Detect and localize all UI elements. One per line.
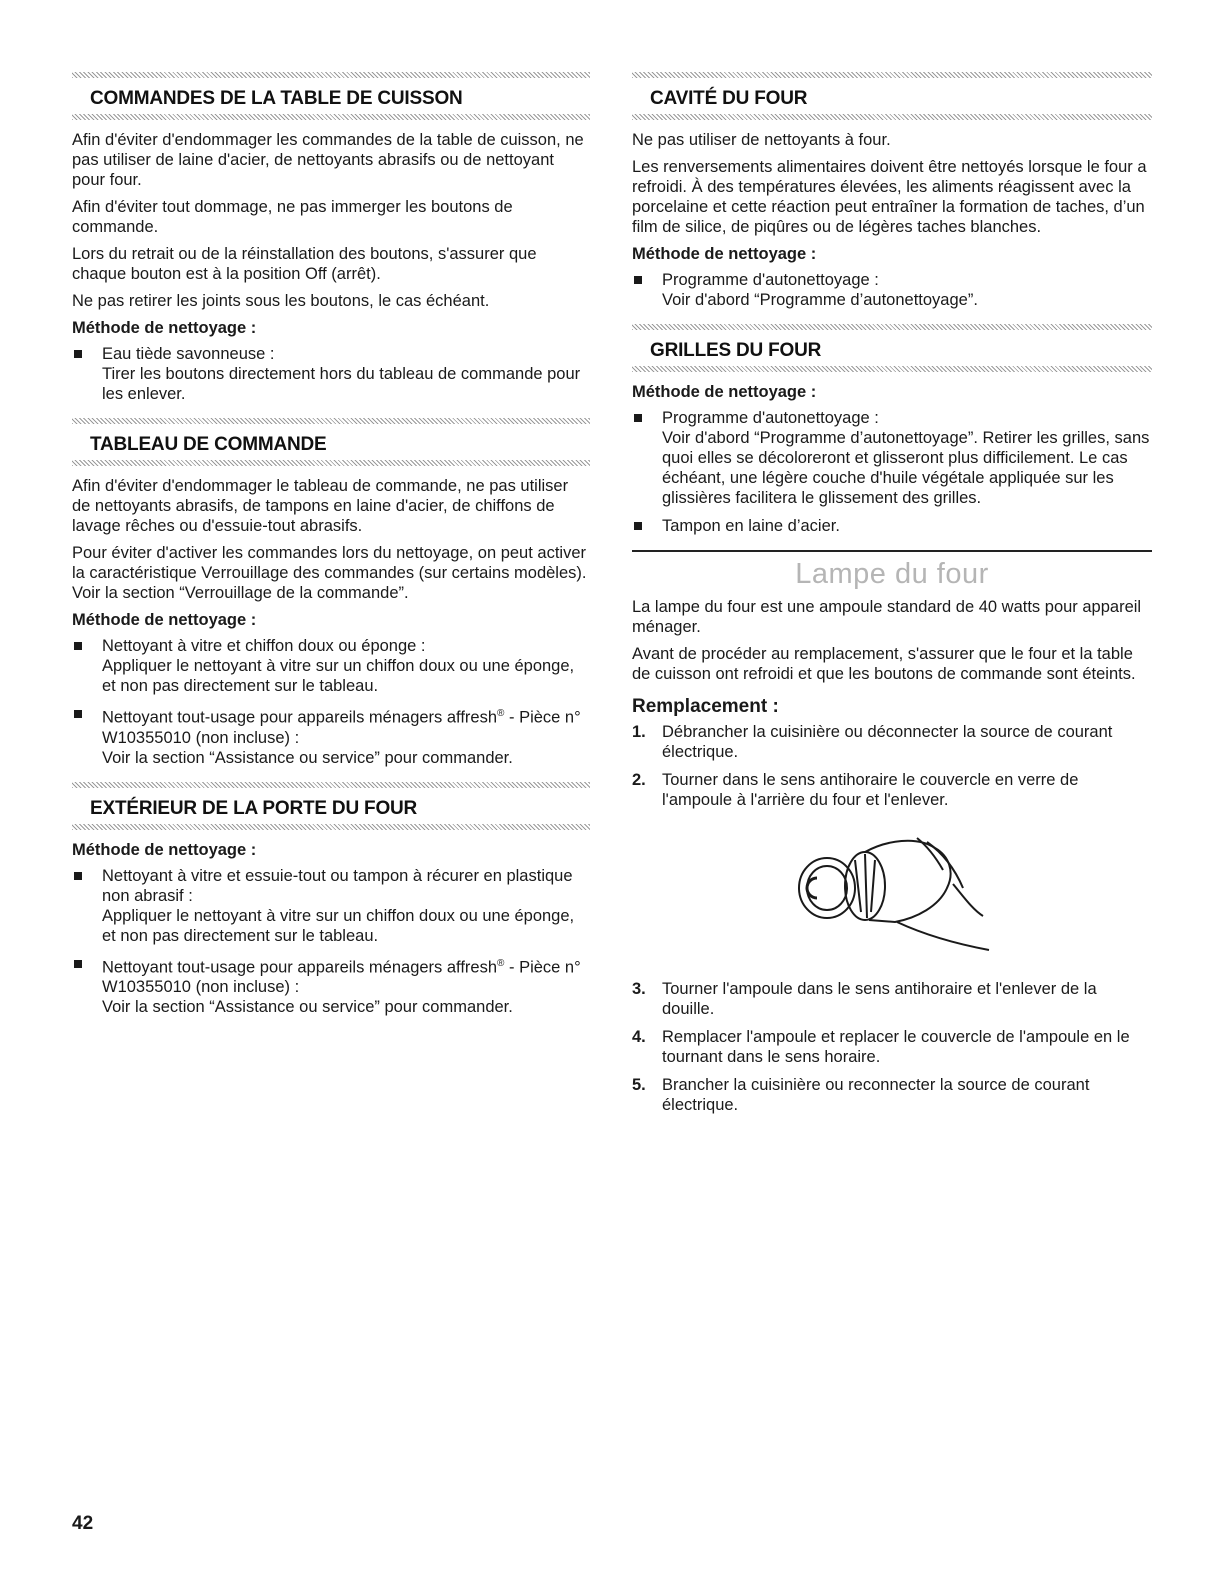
bullet-list xyxy=(632,270,1152,310)
hand-turning-bulb-cover-icon xyxy=(777,826,1007,956)
registered-mark: ® xyxy=(497,708,505,719)
section-title: TABLEAU DE COMMANDE xyxy=(90,434,327,455)
list-item xyxy=(632,408,1152,508)
square-bullet-icon xyxy=(634,276,642,284)
item-text: Voir la section “Assistance ou service” pour commander. xyxy=(102,748,513,767)
replacement-heading: Remplacement : xyxy=(632,696,779,717)
step-item xyxy=(632,1027,1152,1067)
step-item xyxy=(632,979,1152,1019)
section-header xyxy=(632,72,1152,120)
step-number: 1. xyxy=(632,723,646,741)
item-text: Voir la section “Assistance ou service” pour commander. xyxy=(102,998,513,1016)
square-bullet-icon xyxy=(634,414,642,422)
item-title: Nettoyant à vitre et chiffon doux ou éponge : xyxy=(102,637,426,655)
bullet-list xyxy=(72,344,590,404)
list-item xyxy=(72,344,590,404)
right-column xyxy=(632,72,1152,1123)
page-number: 42 xyxy=(72,1513,94,1534)
section-title: GRILLES DU FOUR xyxy=(650,340,822,361)
list-item xyxy=(72,954,590,1018)
item-text: Voir d'abord “Programme d’autonettoyage”. Retirer les grilles, sans quoi elles se décoloreront et glisseront plus difficilement. Le cas échéant, une légère couche d'huile végétale appliquée sur les glissières facilitera le glissement des grilles. xyxy=(662,429,1150,507)
step-text: Remplacer l'ampoule et replacer le couvercle de l'ampoule en le tournant dans le sens horaire. xyxy=(662,1028,1130,1066)
hatch-divider xyxy=(72,460,590,466)
item-text: Appliquer le nettoyant à vitre sur un chiffon doux ou une éponge, et non pas directement sur le tableau. xyxy=(102,657,575,695)
section-header xyxy=(72,418,590,466)
square-bullet-icon xyxy=(74,960,82,968)
section-oven-cavity xyxy=(632,72,1152,310)
item-title: Nettoyant à vitre et essuie-tout ou tampon à récurer en plastique non abrasif : xyxy=(102,866,573,905)
section-control-panel xyxy=(72,418,590,768)
item-title: Programme d'autonettoyage : xyxy=(662,409,879,427)
section-cooktop-controls xyxy=(72,72,590,404)
bullet-list xyxy=(72,866,590,1018)
item-text: Appliquer le nettoyant à vitre sur un chiffon doux ou une éponge, et non pas directement sur le tableau. xyxy=(102,906,575,945)
step-text: Tourner dans le sens antihoraire le couvercle en verre de l'ampoule à l'arrière du four et l'enlever. xyxy=(662,771,1079,809)
list-item xyxy=(72,866,590,946)
step-number: 3. xyxy=(632,980,646,998)
item-title-part: - Pièce n° W10355010 (non incluse) : xyxy=(102,958,581,996)
item-text: Tirer les boutons directement hors du tableau de commande pour les enlever. xyxy=(102,365,581,403)
item-title-part: - Pièce n° W10355010 (non incluse) : xyxy=(102,708,581,747)
section-title: COMMANDES DE LA TABLE DE CUISSON xyxy=(90,88,463,109)
method-heading: Méthode de nettoyage : xyxy=(632,383,817,401)
list-item xyxy=(632,516,1152,536)
square-bullet-icon xyxy=(74,710,82,718)
item-title: Tampon en laine d’acier. xyxy=(662,517,840,535)
list-item xyxy=(632,270,1152,310)
step-text: Brancher la cuisinière ou reconnecter la source de courant électrique. xyxy=(662,1076,1090,1114)
square-bullet-icon xyxy=(634,522,642,530)
paragraph: Ne pas retirer les joints sous les boutons, le cas échéant. xyxy=(72,292,490,310)
bulb-cover-illustration xyxy=(632,826,1152,961)
method-heading: Méthode de nettoyage : xyxy=(72,840,257,859)
square-bullet-icon xyxy=(74,642,82,650)
paragraph: Lors du retrait ou de la réinstallation des boutons, s'assurer que chaque bouton est à la position Off (arrêt). xyxy=(72,245,537,283)
item-title xyxy=(102,704,590,748)
list-item xyxy=(72,636,590,696)
section-oven-racks xyxy=(632,324,1152,536)
hatch-divider xyxy=(72,824,590,830)
step-item xyxy=(632,722,1152,762)
steps-list xyxy=(632,979,1152,1115)
left-column xyxy=(72,72,590,1031)
item-title xyxy=(102,954,590,998)
section-title: EXTÉRIEUR DE LA PORTE DU FOUR xyxy=(90,797,418,819)
step-text: Tourner l'ampoule dans le sens antihoraire et l'enlever de la douille. xyxy=(662,980,1097,1018)
bullet-list xyxy=(632,408,1152,536)
method-heading: Méthode de nettoyage : xyxy=(72,611,257,629)
hatch-divider xyxy=(632,114,1152,120)
section-title: CAVITÉ DU FOUR xyxy=(650,88,808,109)
horizontal-rule xyxy=(632,550,1152,552)
method-heading: Méthode de nettoyage : xyxy=(632,245,817,263)
step-number: 2. xyxy=(632,771,646,789)
square-bullet-icon xyxy=(74,872,82,880)
lamp-section-title: Lampe du four xyxy=(795,558,989,590)
section-door-exterior xyxy=(72,782,590,1018)
section-header xyxy=(632,324,1152,372)
square-bullet-icon xyxy=(74,350,82,358)
step-item xyxy=(632,1075,1152,1115)
step-text: Débrancher la cuisinière ou déconnecter la source de courant électrique. xyxy=(662,723,1113,761)
list-item xyxy=(72,704,590,768)
paragraph: La lampe du four est une ampoule standard de 40 watts pour appareil ménager. xyxy=(632,598,1142,636)
step-item xyxy=(632,770,1152,810)
item-text: Voir d'abord “Programme d’autonettoyage”. xyxy=(662,291,978,309)
registered-mark: ® xyxy=(497,957,505,969)
paragraph: Afin d'éviter tout dommage, ne pas immerger les boutons de commande. xyxy=(72,198,513,236)
paragraph: Ne pas utiliser de nettoyants à four. xyxy=(632,131,891,149)
section-oven-lamp xyxy=(632,558,1152,1115)
section-header xyxy=(72,72,590,120)
hatch-divider xyxy=(632,366,1152,372)
bullet-list xyxy=(72,636,590,768)
step-number: 5. xyxy=(632,1076,646,1094)
paragraph: Afin d'éviter d'endommager les commandes de la table de cuisson, ne pas utiliser de laine d'acier, de nettoyants abrasifs ou de nettoyant pour four. xyxy=(72,131,584,189)
paragraph: Pour éviter d'activer les commandes lors du nettoyage, on peut activer la caractéristique Verrouillage des commandes (sur certains modèles). Voir la section “Verrouillage de la commande”. xyxy=(72,544,587,602)
paragraph: Avant de procéder au remplacement, s'assurer que le four et la table de cuisson ont refroidi et que les boutons de commande sont éteints. xyxy=(632,645,1136,683)
item-title-text: Nettoyant tout-usage pour appareils ménagers affresh xyxy=(102,708,498,727)
section-header xyxy=(72,782,590,830)
method-heading: Méthode de nettoyage : xyxy=(72,319,257,337)
steps-list xyxy=(632,722,1152,810)
paragraph: Afin d'éviter d'endommager le tableau de commande, ne pas utiliser de nettoyants abrasifs, de tampons en laine d'acier, de chiffons de lavage rêches ou d'essuie-tout abrasifs. xyxy=(72,477,569,535)
item-title: Programme d'autonettoyage : xyxy=(662,271,879,289)
step-number: 4. xyxy=(632,1028,646,1046)
paragraph: Les renversements alimentaires doivent être nettoyés lorsque le four a refroidi. À des températures élevées, les aliments réagissent avec la porcelaine et cette réaction peut entraîner la formation de taches, d’un film de silice, de piqûres ou de légères taches blanches. xyxy=(632,158,1147,236)
item-title-text: Nettoyant tout-usage pour appareils ménagers affresh xyxy=(102,958,498,976)
item-title: Eau tiède savonneuse : xyxy=(102,345,275,363)
hatch-divider xyxy=(72,114,590,120)
